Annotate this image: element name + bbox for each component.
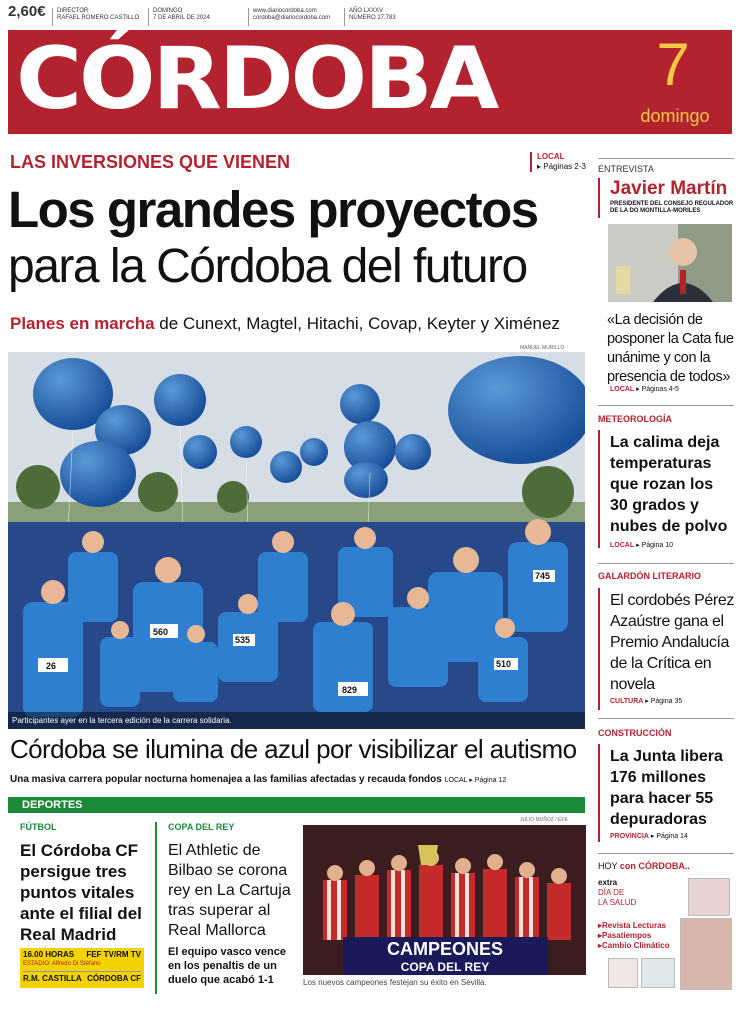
cambio-climatico-thumb bbox=[641, 958, 675, 988]
away-team: CÓRDOBA CF bbox=[87, 974, 141, 983]
interview-bar bbox=[598, 178, 600, 218]
bib-number: 535 bbox=[235, 635, 251, 645]
copa-headline: El Athletic de Bilbao se corona rey en La Cartuja tras superar al Real Mallorca bbox=[168, 842, 291, 939]
lead-section-ref bbox=[530, 152, 586, 172]
interview-quote: «La decisión de posponer la Cata fue unánime y con la presencia de todos» bbox=[607, 312, 734, 385]
right-rule bbox=[598, 405, 734, 406]
banner-campeones: CAMPEONES bbox=[386, 939, 504, 959]
interview-kicker: ENTREVISTA bbox=[598, 164, 654, 174]
banner-copa: COPA DEL REY bbox=[400, 960, 490, 974]
top-meta-strip bbox=[8, 3, 742, 28]
right-rule bbox=[598, 853, 734, 854]
date-block bbox=[148, 8, 210, 26]
meteo-ref-pages: ▸ Página 10 bbox=[636, 542, 674, 549]
lead-pages: ▸ Páginas 2-3 bbox=[537, 162, 586, 171]
date: 7 DE ABRIL DE 2024 bbox=[153, 15, 210, 21]
cons-bar bbox=[598, 744, 600, 842]
lead-section: LOCAL bbox=[537, 152, 565, 161]
lead-subline bbox=[10, 314, 560, 334]
rev-2: ▸Pasatiempos bbox=[598, 931, 652, 940]
cons-ref-section: PROVINCIA bbox=[610, 833, 649, 840]
lit-ref-pages: ▸ Página 35 bbox=[645, 698, 683, 705]
meteo-bar bbox=[598, 430, 600, 548]
copa-credit: JULIO MUÑOZ / EFE bbox=[520, 817, 568, 823]
lit-ref bbox=[610, 697, 746, 705]
portrait-illustration bbox=[608, 224, 732, 302]
sports-divider bbox=[155, 822, 157, 994]
interview-ref-pages: ▸ Páginas 4-5 bbox=[636, 386, 679, 393]
lead-sub-bold: Planes en marcha bbox=[10, 314, 155, 333]
futbol-headline: El Córdoba CF persigue tres puntos vitales ante el filial del Real Madrid bbox=[20, 841, 142, 944]
match-stadium: ESTADIO: Alfredo Di Stéfano bbox=[23, 961, 101, 967]
photo-caption: Participantes ayer en la tercera edición de la carrera solidaria. bbox=[12, 716, 232, 725]
meteo-ref-section: LOCAL bbox=[610, 542, 635, 549]
extra-3: LA SALUD bbox=[598, 898, 637, 907]
lead-sub-rest: de Cunext, Magtel, Hitachi, Covap, Keyter y Ximénez bbox=[154, 314, 560, 333]
cons-ref-pages: ▸ Página 14 bbox=[650, 833, 688, 840]
extra-cover-thumb bbox=[688, 878, 730, 916]
right-rule bbox=[598, 563, 734, 564]
day-name: domingo bbox=[640, 106, 710, 126]
right-rule bbox=[598, 718, 734, 719]
celebration-illustration bbox=[303, 825, 586, 975]
meteo-kicker: METEOROLOGÍA bbox=[598, 414, 672, 424]
rev-1: ▸Revista Lecturas bbox=[598, 921, 667, 930]
bib-number: 745 bbox=[535, 571, 551, 581]
story2-sub-text: Una masiva carrera popular nocturna homenajea a las familias afectadas y recauda fondos bbox=[10, 774, 442, 785]
director-label: DIRECTOR bbox=[57, 8, 89, 14]
rev-3: ▸Cambio Climático bbox=[598, 941, 670, 950]
copa-kicker: COPA DEL REY bbox=[168, 822, 235, 832]
lit-ref-section: CULTURA bbox=[610, 698, 644, 705]
lead-kicker: LAS INVERSIONES QUE VIENEN bbox=[10, 152, 291, 172]
crowd-illustration bbox=[8, 352, 585, 729]
interview-role: PRESIDENTE DEL CONSEJO REGULADOR DE LA DO MONTILLA-MORILES bbox=[610, 201, 734, 214]
photo-credit: MANUEL MURILLO bbox=[520, 345, 565, 351]
bib-number: 829 bbox=[342, 685, 358, 695]
story2-ref: LOCAL ▸ Página 12 bbox=[444, 777, 507, 784]
lit-kicker: GALARDÓN LITERARIO bbox=[598, 571, 701, 581]
year: AÑO LXXXV bbox=[349, 8, 384, 14]
interview-name: Javier Martín bbox=[610, 178, 728, 199]
extra-2: DÍA DE bbox=[598, 888, 625, 897]
price: 2,60€ bbox=[8, 3, 46, 20]
copa-sub: El equipo vasco vence en los penaltis de un duelo que acabó 1-1 bbox=[168, 946, 286, 986]
meteo-ref bbox=[610, 541, 746, 549]
lead-headline-2: para la Córdoba del futuro bbox=[8, 240, 527, 293]
match-box bbox=[20, 948, 144, 988]
futbol-kicker: FÚTBOL bbox=[20, 822, 57, 832]
director-name: RAFAEL ROMERO CASTILLO bbox=[57, 15, 140, 21]
email[interactable]: cordoba@diariocordoba.com bbox=[253, 15, 331, 21]
meteo-headline: La calima deja temperaturas que rozan los 30 grados y nubes de polvo bbox=[610, 434, 728, 535]
contact-block bbox=[248, 8, 330, 26]
cons-ref bbox=[610, 832, 746, 840]
date-day: DOMINGO bbox=[153, 8, 183, 14]
revistas bbox=[598, 921, 676, 951]
main-photo bbox=[8, 352, 585, 729]
bib-number: 510 bbox=[496, 659, 512, 669]
sports-bar: DEPORTES bbox=[8, 797, 585, 813]
hoy-line bbox=[598, 861, 734, 871]
bib-number: 560 bbox=[153, 627, 169, 637]
right-rule bbox=[598, 158, 734, 159]
copa-photo bbox=[303, 825, 586, 975]
pasatiempos-thumb bbox=[608, 958, 638, 988]
home-team: R.M. CASTILLA bbox=[23, 974, 82, 983]
website[interactable]: www.diariocordoba.com bbox=[253, 8, 317, 14]
masthead bbox=[8, 30, 732, 134]
lit-body: El cordobés Pérez Azaústre gana el Premio Andalucía de la Crítica en novela bbox=[610, 592, 734, 693]
interview-ref-section: LOCAL bbox=[610, 386, 635, 393]
story2-headline: Córdoba se ilumina de azul por visibilizar el autismo bbox=[10, 734, 577, 764]
story2-sub bbox=[10, 774, 506, 785]
cons-kicker: CONSTRUCCIÓN bbox=[598, 728, 672, 738]
bib-number: 26 bbox=[46, 661, 57, 671]
logo: CÓRDOBA bbox=[16, 29, 497, 129]
issue-block bbox=[344, 8, 396, 26]
lecturas-cover-thumb bbox=[680, 918, 732, 990]
interview-ref bbox=[610, 385, 746, 393]
issue-number: NÚMERO 27.783 bbox=[349, 15, 396, 21]
lit-bar bbox=[598, 588, 600, 710]
hoy-pre: HOY bbox=[598, 861, 618, 871]
hoy-con: con CÓRDOBA.. bbox=[619, 861, 690, 871]
extra-1: extra bbox=[598, 878, 618, 887]
match-time: 16.00 HORAS bbox=[23, 950, 75, 959]
interview-photo bbox=[608, 224, 732, 302]
lead-headline-1: Los grandes proyectos bbox=[8, 181, 538, 238]
copa-caption: Los nuevos campeones festejan su éxito en Sevilla. bbox=[303, 978, 487, 987]
extra-supplement bbox=[598, 878, 668, 908]
cons-headline: La Junta libera 176 millones para hacer 55 depuradoras bbox=[610, 748, 723, 828]
director-block bbox=[52, 8, 139, 26]
match-tv: FEF TV/RM TV bbox=[86, 950, 141, 959]
day-number: 7 bbox=[656, 31, 690, 98]
